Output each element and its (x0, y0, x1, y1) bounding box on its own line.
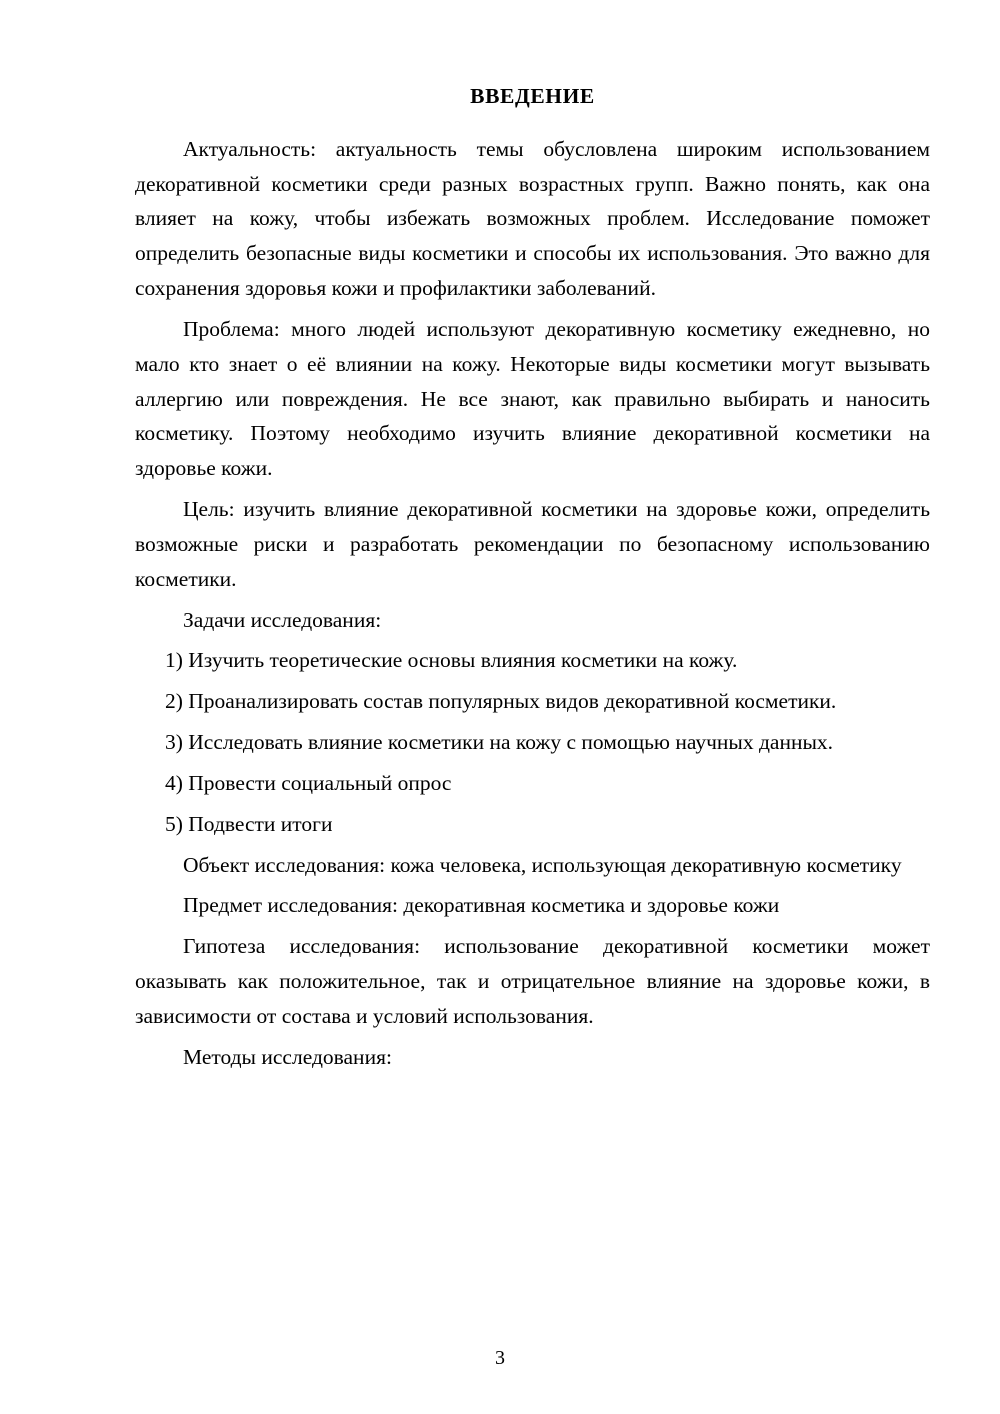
heading-methods: Методы исследования: (183, 1044, 392, 1069)
list-item-task-4: 4) Провести социальный опрос (165, 770, 452, 795)
page-number: 3 (495, 1347, 505, 1369)
paragraph-goal: Цель: изучить влияние декоративной косметики на здоровье кожи, определить возможные риски и разработать рекомендации по безопасному использованию косметики. (135, 497, 930, 591)
page-title: ВВЕДЕНИЕ (470, 84, 595, 108)
list-item-task-1: 1) Изучить теоретические основы влияния косметики на кожу. (165, 648, 738, 673)
paragraph-object: Объект исследования: кожа человека, использующая декоративную косметику (183, 852, 902, 877)
paragraph-subject: Предмет исследования: декоративная косметика и здоровье кожи (183, 893, 780, 918)
list-item-task-2: 2) Проанализировать состав популярных видов декоративной косметики. (165, 689, 837, 714)
paragraph-hypothesis: Гипотеза исследования: использование декоративной косметики может оказывать как положительное, так и отрицательное влияние на здоровье кожи, в зависимости от состава и условий использования. (135, 934, 930, 1028)
list-item-task-5: 5) Подвести итоги (165, 811, 333, 836)
heading-tasks: Задачи исследования: (183, 607, 382, 632)
paragraph-relevance: Актуальность: актуальность темы обусловлена широким использованием декоративной косметики среди разных возрастных групп. Важно понять, как она влияет на кожу, чтобы избежать возможных проблем. Исследование поможет определить безопасные виды косметики и способы их использования. Это важно для сохранения здоровья кожи и профилактики заболеваний. (135, 136, 930, 301)
paragraph-problem: Проблема: много людей используют декоративную косметику ежедневно, но мало кто знает о её влиянии на кожу. Некоторые виды косметики могут вызывать аллергию или повреждения. Не все знают, как правильно выбирать и наносить косметику. Поэтому необходимо изучить влияние декоративной косметики на здоровье кожи. (135, 316, 930, 481)
list-item-task-3: 3) Исследовать влияние косметики на кожу с помощью научных данных. (165, 730, 834, 755)
